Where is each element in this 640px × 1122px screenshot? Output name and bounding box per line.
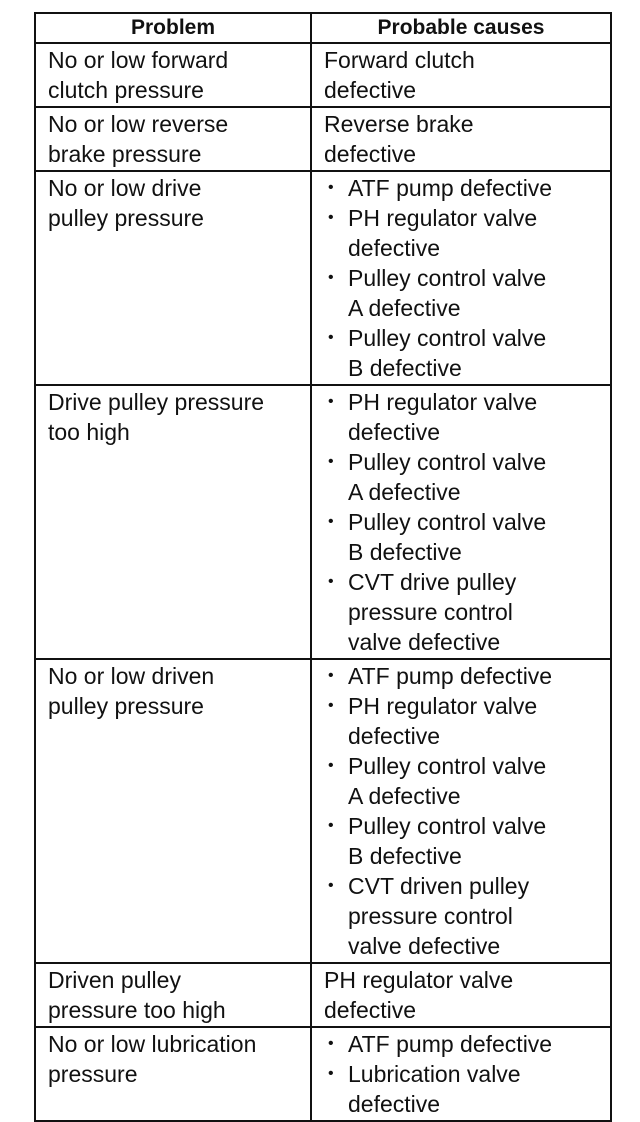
causes-list [312, 660, 610, 962]
problem-cell [35, 963, 311, 1027]
causes-column-header: Probable causes [311, 13, 611, 43]
cause-list-item: • Pulley control valve B defective [324, 323, 602, 383]
cause-list-item: • CVT driven pulley pressure control valve defective [324, 871, 602, 961]
cause-list-item: • ATF pump defective [324, 661, 602, 691]
problem-text: No or low lubrication pressure [48, 1031, 257, 1087]
problem-cell [35, 107, 311, 171]
table-row [35, 107, 611, 171]
causes-cell [311, 107, 611, 171]
problem-text: No or low drive pulley pressure [48, 175, 204, 231]
problem-cell [35, 659, 311, 963]
table-row [35, 385, 611, 659]
problem-text: Drive pulley pressure too high [48, 389, 265, 445]
table-body [35, 43, 611, 1121]
cause-list-item: • PH regulator valve defective [324, 691, 602, 751]
problem-cell [35, 385, 311, 659]
problem-cell [35, 171, 311, 385]
causes-cell [311, 659, 611, 963]
problem-text: No or low driven pulley pressure [48, 663, 215, 719]
cause-list-item: • CVT drive pulley pressure control valve defective [324, 567, 602, 657]
cause-list-item: • ATF pump defective [324, 1029, 602, 1059]
cause-list-item: • Pulley control valve B defective [324, 811, 602, 871]
cause-text: Forward clutch defective [324, 47, 475, 103]
problem-text: Driven pulley pressure too high [48, 967, 226, 1023]
table-row [35, 659, 611, 963]
problem-cell [35, 1027, 311, 1121]
causes-cell [311, 1027, 611, 1121]
cause-list-item: • Pulley control valve B defective [324, 507, 602, 567]
table-row [35, 1027, 611, 1121]
cause-list-item: • PH regulator valve defective [324, 203, 602, 263]
causes-cell [311, 43, 611, 107]
table-row [35, 171, 611, 385]
problem-cell [35, 43, 311, 107]
causes-list [312, 386, 610, 658]
table-header-row [35, 13, 611, 43]
cause-list-item: • Pulley control valve A defective [324, 263, 602, 323]
cause-list-item: • ATF pump defective [324, 173, 602, 203]
cause-list-item: • Pulley control valve A defective [324, 751, 602, 811]
problem-column-header: Problem [35, 13, 311, 43]
cause-list-item: • Lubrication valve defective [324, 1059, 602, 1119]
cause-list-item: • PH regulator valve defective [324, 387, 602, 447]
causes-list [312, 1028, 610, 1120]
troubleshooting-table [34, 12, 612, 1122]
causes-list [312, 172, 610, 384]
causes-cell [311, 963, 611, 1027]
cause-text: Reverse brake defective [324, 111, 474, 167]
cause-list-item: • Pulley control valve A defective [324, 447, 602, 507]
problem-text: No or low forward clutch pressure [48, 47, 229, 103]
table-row [35, 963, 611, 1027]
causes-cell [311, 385, 611, 659]
problem-text: No or low reverse brake pressure [48, 111, 229, 167]
causes-cell [311, 171, 611, 385]
table-row [35, 43, 611, 107]
cause-text: PH regulator valve defective [324, 967, 514, 1023]
